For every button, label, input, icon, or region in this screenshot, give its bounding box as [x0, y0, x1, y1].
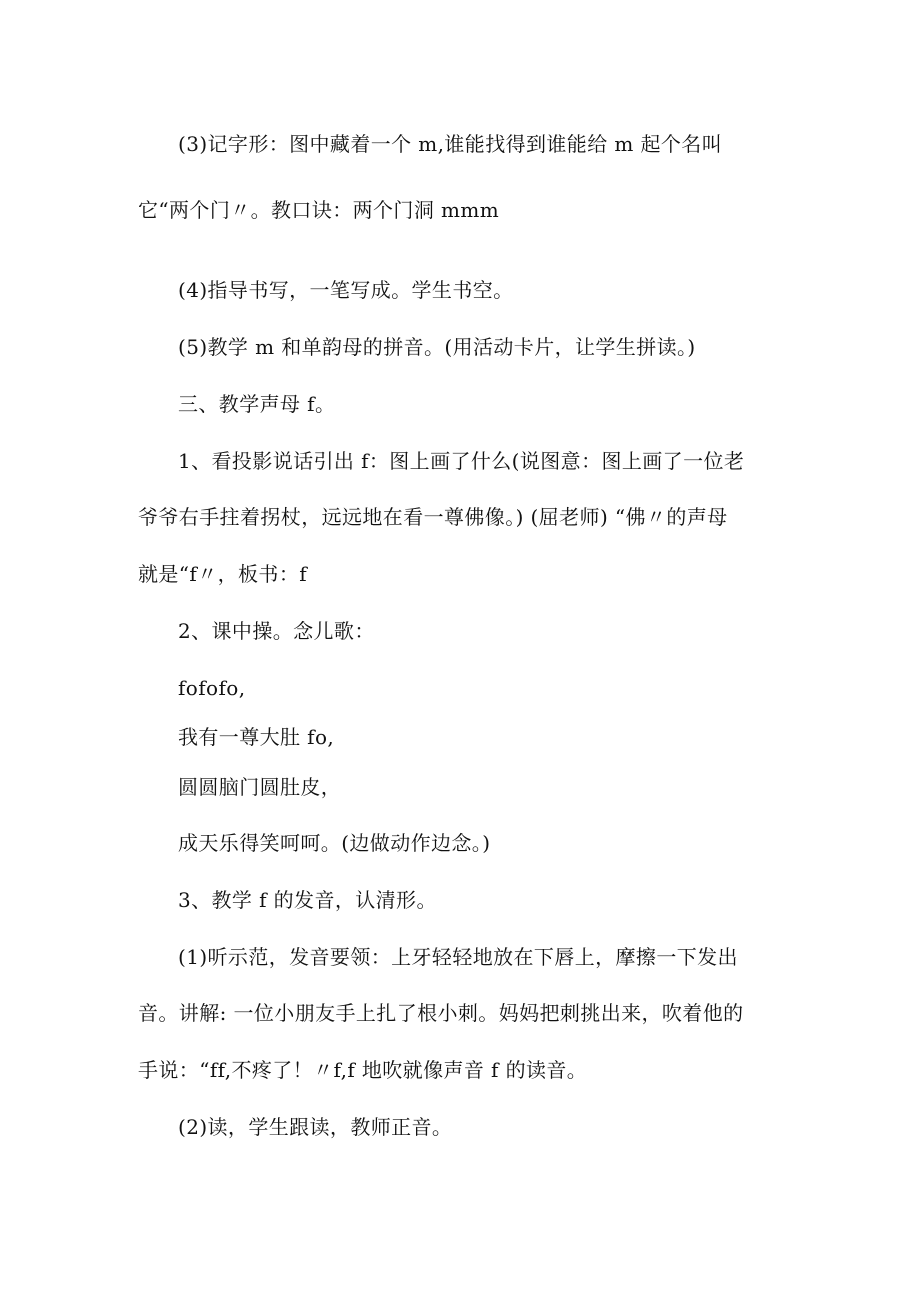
rhyme-line-3: 圆圆脑门圆肚皮， [178, 775, 342, 799]
paragraph-5: (5)教学 m 和单韵母的拼音。(用活动卡片，让学生拼读。) [178, 335, 696, 359]
item-3-sub-1-line-3: 手说：“ff,不疼了！〃f,f 地吹就像声音 f 的读音。 [138, 1058, 588, 1082]
paragraph-3-line-2: 它“两个门〃。教口诀：两个门洞 mmm [138, 198, 500, 222]
paragraph-3-line-1: (3)记字形：图中藏着一个 m,谁能找得到谁能给 m 起个名叫 [178, 132, 723, 156]
item-1-line-2: 爷爷右手拄着拐杖，远远地在看一尊佛像。) (屈老师) “佛〃的声母 [138, 505, 728, 529]
section-heading-f: 三、教学声母 f。 [178, 392, 336, 416]
rhyme-line-2: 我有一尊大肚 fo, [178, 725, 335, 749]
item-3-sub-2: (2)读，学生跟读，教师正音。 [178, 1115, 453, 1139]
item-2: 2、课中操。念儿歌： [178, 619, 375, 643]
item-3-sub-1-line-1: (1)听示范，发音要领：上牙轻轻地放在下唇上，摩擦一下发出 [178, 945, 738, 969]
item-3: 3、教学 f 的发音，认清形。 [178, 888, 437, 912]
paragraph-4: (4)指导书写，一笔写成。学生书空。 [178, 278, 514, 302]
item-1-line-1: 1、看投影说话引出 f：图上画了什么(说图意：图上画了一位老 [178, 449, 745, 473]
item-1-line-3: 就是“f〃，板书：f [138, 562, 308, 586]
item-3-sub-1-line-2: 音。讲解: 一位小朋友手上扎了根小刺。妈妈把刺挑出来，吹着他的 [138, 1001, 744, 1025]
rhyme-line-4: 成天乐得笑呵呵。(边做动作边念。) [178, 831, 491, 855]
rhyme-line-1: fofofo, [178, 676, 246, 700]
